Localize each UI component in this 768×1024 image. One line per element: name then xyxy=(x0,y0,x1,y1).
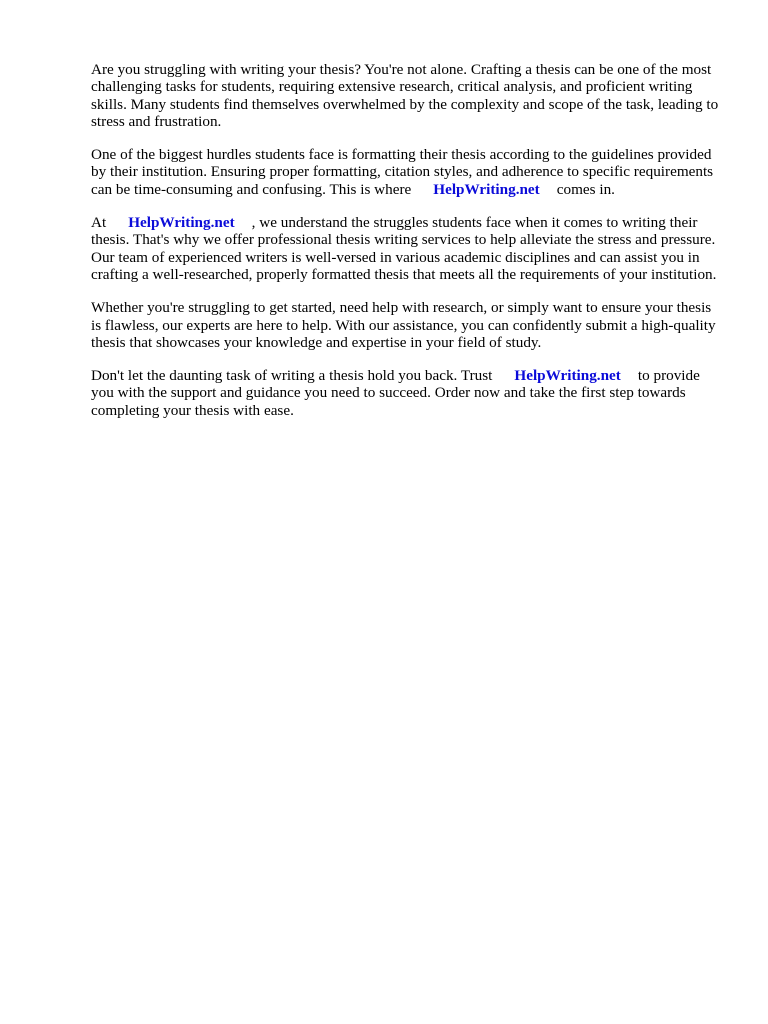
paragraph-assistance xyxy=(91,299,721,351)
paragraph-formatting-text: One of the biggest hurdles students face is formatting their thesis according to the guidelines provided by their institution. Ensuring proper formatting, citation styles, and adherence to specific requirements can be time-consuming and confusing. This is where xyxy=(91,146,714,198)
paragraph-intro-text: Are you struggling with writing your thesis? You're not alone. Crafting a thesis can be one of the most challenging tasks for students, requiring extensive research, critical analysis, and proficient writing skills. Many students find themselves overwhelmed by the complexity and scope of the task, leading to stress and frustration. xyxy=(91,61,719,130)
document-body xyxy=(91,61,721,435)
helpwriting-link[interactable]: HelpWriting.net xyxy=(433,180,540,198)
paragraph-services-lead: At xyxy=(91,214,107,232)
paragraph-services xyxy=(91,214,721,283)
helpwriting-link[interactable]: HelpWriting.net xyxy=(514,367,621,385)
paragraph-formatting-tail: comes in. xyxy=(556,180,615,198)
paragraph-services-text: , we understand the struggles students face when it comes to writing their thesis. That's why we offer professional thesis writing services to help alleviate the stress and pressure. Our team of experienced writers is well-versed in various academic disciplines and can assist you in crafting a well-researched, properly formatted thesis that meets all the requirements of your institution. xyxy=(91,214,717,283)
paragraph-cta-tail: to provide you with the support and guidance you need to succeed. Order now and take the first step towards completing your thesis with ease. xyxy=(91,367,700,419)
paragraph-formatting xyxy=(91,146,721,198)
helpwriting-link[interactable]: HelpWriting.net xyxy=(128,214,235,232)
paragraph-assistance-text: Whether you're struggling to get started, need help with research, or simply want to ensure your thesis is flawless, our experts are here to help. With our assistance, you can confidently submit a high-quality thesis that showcases your knowledge and expertise in your field of study. xyxy=(91,299,716,351)
paragraph-call-to-action xyxy=(91,367,721,419)
paragraph-cta-text: Don't let the daunting task of writing a thesis hold you back. Trust xyxy=(91,367,493,385)
paragraph-intro xyxy=(91,61,721,130)
